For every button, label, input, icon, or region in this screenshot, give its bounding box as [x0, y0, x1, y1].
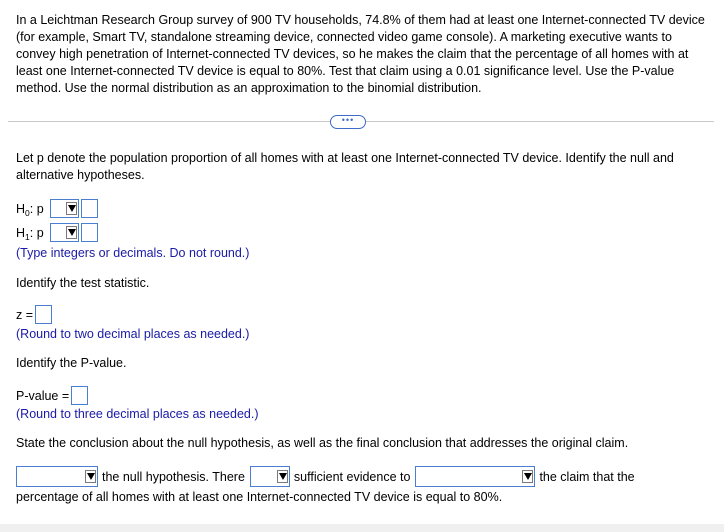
- pvalue-hint: (Round to three decimal places as needed.): [16, 407, 259, 421]
- test-statistic-prompt: Identify the test statistic.: [16, 276, 150, 290]
- pvalue-prompt: Identify the P-value.: [16, 356, 127, 370]
- problem-statement: In a Leichtman Research Group survey of 900 TV households, 74.8% of them had at least one Internet-connected TV device (for example, Smart TV, standalone streaming device, connected video game console). A marketing executive wants to convey high penetration of Internet-connected TV devices, so he makes the claim that the percentage of all homes with at least one Internet-connected TV device is equal to 80%. Test that claim using a 0.01 significance level. Use the P-value method. Use the normal distribution as an approximation to the binomial distribution.: [16, 13, 705, 95]
- chevron-down-icon: [66, 226, 77, 239]
- conclusion-row: [16, 466, 635, 487]
- bottom-bar: [0, 524, 724, 532]
- conclusion-prompt: State the conclusion about the null hypothesis, as well as the final conclusion that addresses the original claim.: [16, 436, 629, 450]
- claim-action-dropdown[interactable]: [415, 466, 535, 487]
- reject-decision-dropdown[interactable]: [16, 466, 98, 487]
- hypothesis-hint: (Type integers or decimals. Do not round.): [16, 246, 250, 260]
- chevron-down-icon: [277, 470, 288, 483]
- expand-button[interactable]: •••: [330, 115, 366, 129]
- h1-operator-dropdown[interactable]: [50, 223, 79, 242]
- conclusion-line-2: percentage of all homes with at least one Internet-connected TV device is equal to 80%.: [16, 490, 503, 504]
- chevron-down-icon: [85, 470, 96, 483]
- conclusion-text-3: the claim that the: [539, 469, 635, 484]
- h1-value-input[interactable]: [81, 223, 98, 242]
- z-row: [16, 305, 52, 324]
- chevron-down-icon: [66, 202, 77, 215]
- pvalue-row: [16, 386, 88, 405]
- h1-row: [16, 223, 98, 242]
- z-input[interactable]: [35, 305, 52, 324]
- h0-operator-dropdown[interactable]: [50, 199, 79, 218]
- pvalue-input[interactable]: [71, 386, 88, 405]
- h0-row: [16, 199, 98, 218]
- chevron-down-icon: [522, 470, 533, 483]
- conclusion-text-2: sufficient evidence to: [293, 469, 411, 484]
- h1-label: $H_1$: p: [16, 225, 44, 242]
- z-hint: (Round to two decimal places as needed.): [16, 327, 250, 341]
- z-label: z =: [16, 307, 34, 322]
- conclusion-text-1: the null hypothesis. There: [102, 469, 245, 484]
- pvalue-label: P-value =: [16, 388, 70, 403]
- h0-value-input[interactable]: [81, 199, 98, 218]
- h0-label: $H_0$: p: [16, 201, 44, 218]
- question-intro: Let p denote the population proportion of all homes with at least one Internet-connected TV device. Identify the null and alternative hypotheses.: [16, 151, 674, 182]
- evidence-dropdown[interactable]: [250, 466, 290, 487]
